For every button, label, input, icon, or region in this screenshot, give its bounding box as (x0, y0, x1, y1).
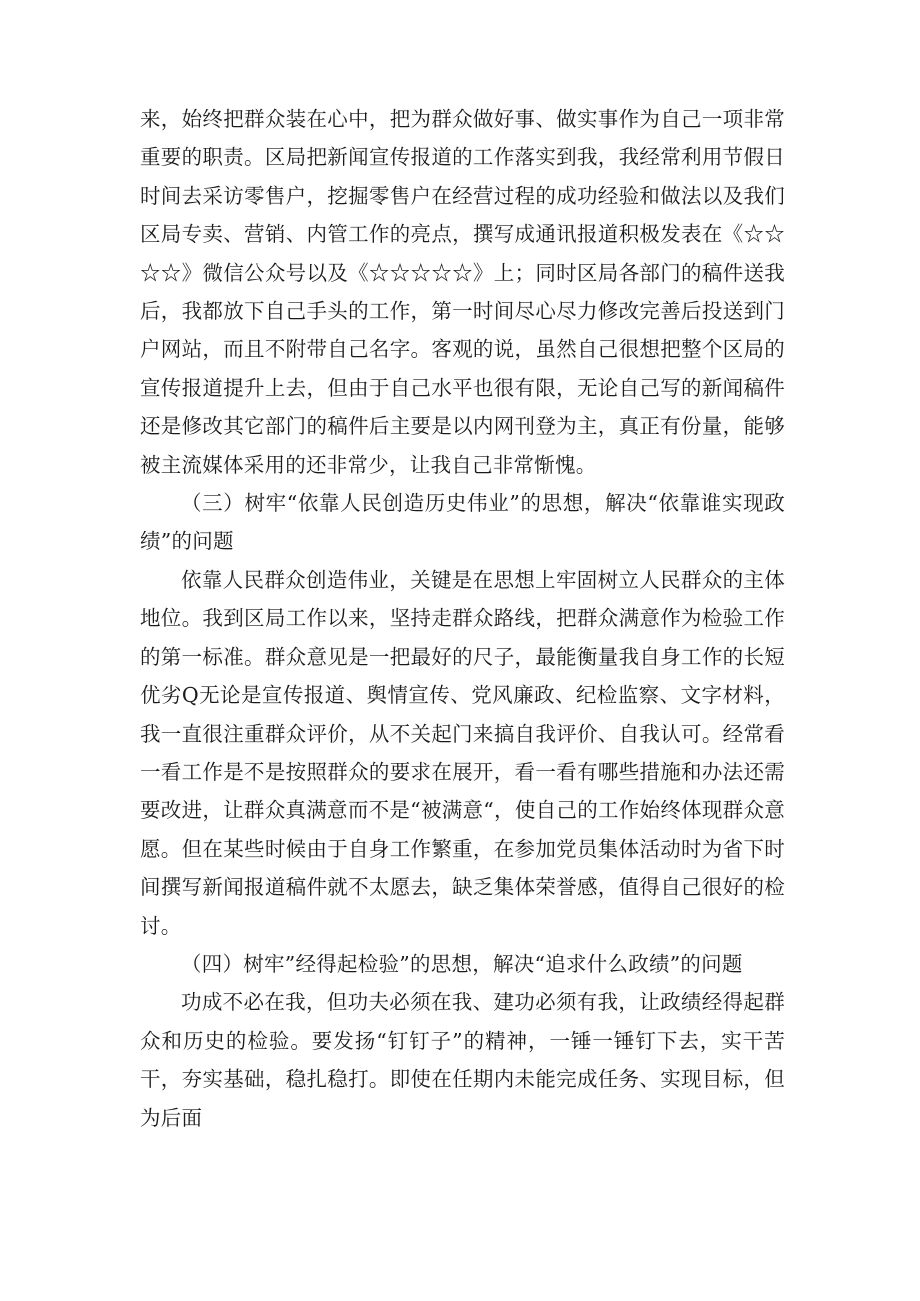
document-body (140, 100, 785, 1137)
body-paragraph-continued: 来，始终把群众装在心中，把为群众做好事、做实事作为自己一项非常重要的职责。区局把新闻宣传报道的工作落实到我，我经常利用节假日时间去采访零售户，挖掘零售户在经营过程的成功经验和做法以及我们区局专卖、营销、内管工作的亮点，撰写成通讯报道积极发表在《☆☆☆☆》微信公众号以及《☆☆☆☆☆》上；同时区局各部门的稿件送我后，我都放下自己手头的工作，第一时间尽心尽力修改完善后投送到门户网站，而且不附带自己名字。客观的说，虽然自己很想把整个区局的宣传报道提升上去，但由于自己水平也很有限，无论自己写的新闻稿件还是修改其它部门的稿件后主要是以内网刊登为主，真正有份量，能够被主流媒体采用的还非常少，让我自己非常惭愧。 (140, 107, 785, 477)
body-paragraph: 依靠人民群众创造伟业，关键是在思想上牢固树立人民群众的主体地位。我到区局工作以来，坚持走群众路线，把群众满意作为检验工作的第一标准。群众意见是一把最好的尺子，最能衡量我自身工作的长短优劣Q无论是宣传报道、舆情宣传、党风廉政、纪检监察、文字材料，我一直很注重群众评价，从不关起门来搞自我评价、自我认可。经常看一看工作是不是按照群众的要求在展开，看一看有哪些措施和办法还需要改进，让群众真满意而不是“被满意“，使自己的工作始终体现群众意愿。但在某些时候由于自身工作繁重，在参加党员集体活动时为省下时间撰写新闻报道稿件就不太愿去，缺乏集体荣誉感，值得自己很好的检讨。 (140, 567, 785, 938)
body-paragraph: 功成不必在我，但功夫必须在我、建功必须有我，让政绩经得起群众和历史的检验。要发扬“钉钉子”的精神，一锤一锤钉下去，实干苦干，夯实基础，稳扎稳打。即使在任期内未能完成任务、实现目标，但为后面 (140, 990, 785, 1130)
section-heading-four: （四）树牢”经得起检验”的思想，解决“追求什么政绩”的问题 (181, 951, 743, 976)
section-heading-three: （三）树牢“依靠人民创造历史伟业”的思想，解决“依靠谁实现政绩”的问题 (140, 491, 785, 554)
